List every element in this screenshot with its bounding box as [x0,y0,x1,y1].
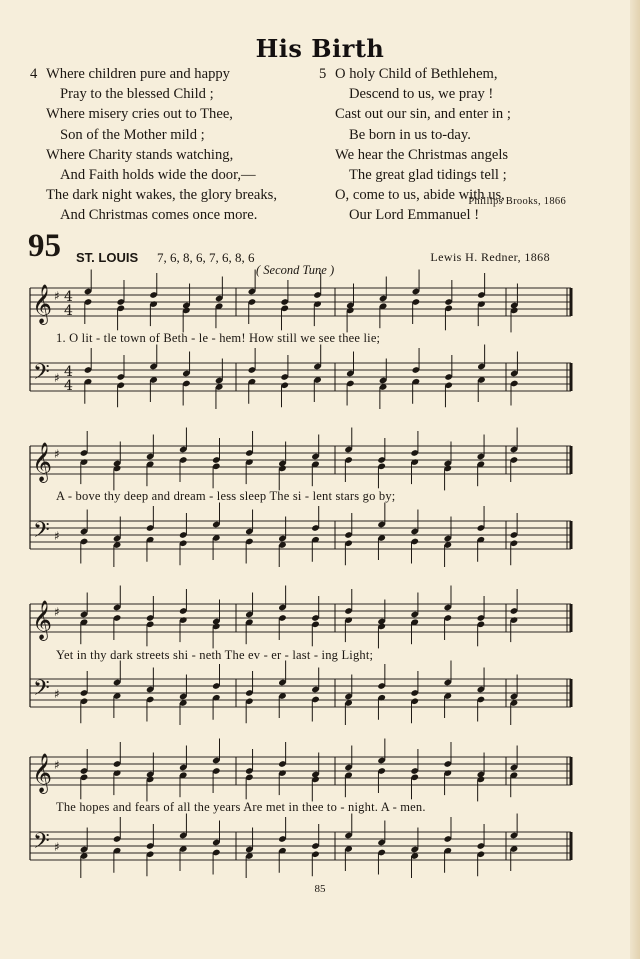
treble-clef: 𝄞 [32,442,53,482]
stanza-line: Pray to the blessed Child ; [60,86,214,103]
stanza-number: 5 [319,66,327,82]
stanza-line: Cast out our sin, and enter in ; [335,106,511,123]
bass-clef: 𝄢 [33,676,50,706]
treble-clef: 𝄞 [32,284,53,324]
stanza-line: Son of the Mother mild ; [60,126,205,143]
bass-clef: 𝄢 [33,360,50,390]
time-signature: 4 [64,289,73,305]
tune-note: ( Second Tune ) [256,263,335,277]
treble-clef: 𝄞 [32,753,53,793]
key-signature: ♯ [54,840,60,854]
composer-credit: Lewis H. Redner, 1868 [430,250,550,264]
stanza-line: The great glad tidings tell ; [349,167,507,184]
lyric-line: A - bove thy deep and dream - less sleep The si - lent stars go by; [56,489,396,503]
stanza-line: We hear the Christmas angels [335,146,509,163]
stanza-line: Where misery cries out to Thee, [46,106,233,123]
stanza-number: 4 [30,66,38,82]
lyric-line: 1. O lit - tle town of Beth - le - hem! How still we see thee lie; [56,331,381,345]
key-signature: ♯ [54,687,60,701]
stanza-line: Be born in us to-day. [349,126,471,143]
hymn-number: 95 [28,228,61,264]
stanza-line: Where Charity stands watching, [46,146,234,163]
stanza-line: 4 Where children pure and happy [30,64,277,84]
lyric-line: The hopes and fears of all the years Are met in thee to - night. A - men. [56,800,426,814]
page-title: His Birth [255,34,385,63]
bass-clef: 𝄢 [33,518,50,548]
key-signature: ♯ [54,289,60,303]
time-signature: 4 [64,364,73,380]
key-signature: ♯ [54,371,60,385]
page-number: 85 [314,883,326,895]
stanza-line: The dark night wakes, the glory breaks, [46,187,277,204]
time-signature: 4 [64,303,73,319]
stanza-line: O, come to us, abide with us, [335,187,505,204]
key-signature: ♯ [54,529,60,543]
tune-name: ST. LOUIS [76,250,139,265]
key-signature: ♯ [54,758,60,772]
key-signature: ♯ [54,447,60,461]
bass-clef: 𝄢 [33,829,50,859]
stanza-line: Our Lord Emmanuel ! [349,207,480,224]
meter: 7, 6, 8, 6, 7, 6, 8, 6 [157,250,255,265]
treble-clef: 𝄞 [32,600,53,640]
stanza-line: And Faith holds wide the door,— [60,167,256,184]
stanza-line: Descend to us, we pray ! [349,86,494,103]
key-signature: ♯ [54,605,60,619]
lyric-line: Yet in thy dark streets shi - neth The ev - er - last - ing Light; [56,648,374,662]
author-attribution: Phillips Brooks, 1866 [468,196,566,207]
stanza-line: And Christmas comes once more. [60,207,258,224]
stanza-line: 5 O holy Child of Bethlehem, [319,64,511,84]
time-signature: 4 [64,378,73,394]
